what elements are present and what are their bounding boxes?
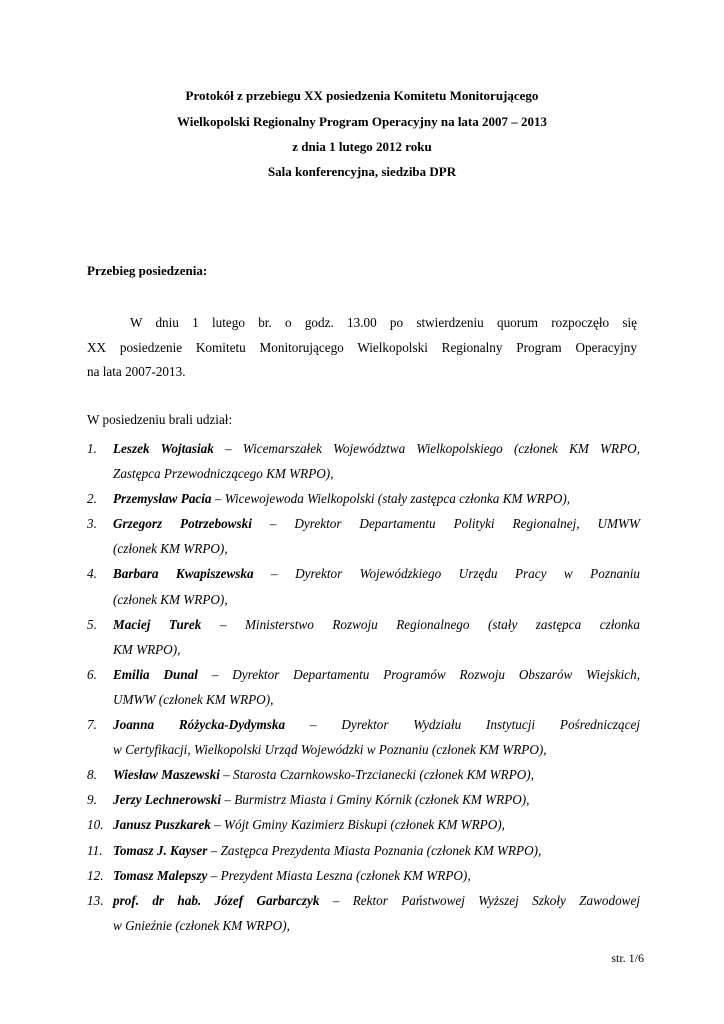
item-number: 4.	[87, 566, 97, 582]
item-number: 3.	[87, 516, 97, 532]
participant-role: – Dyrektor Departamentu Polityki Regionalnej, UMWW	[251, 516, 640, 532]
item-number: 12.	[87, 867, 104, 883]
participant-name: Maciej Turek	[113, 616, 202, 632]
item-line-1	[113, 561, 640, 586]
item-line-1	[113, 787, 640, 812]
paragraph-line-1: W dniu 1 lutego br. o godz. 13.00 po stwierdzeniu quorum rozpoczęło się	[130, 315, 637, 330]
participant-name: Joanna Różycka-Dydymska	[113, 717, 286, 733]
list-item	[87, 561, 640, 611]
participant-name: Tomasz J. Kayser	[113, 842, 208, 858]
item-line-1	[113, 612, 640, 637]
item-line-1	[113, 712, 640, 737]
item-line-1	[113, 436, 640, 461]
list-item	[87, 888, 640, 938]
section-title: Przebieg posiedzenia:	[87, 263, 208, 278]
item-line-1	[113, 486, 640, 511]
list-item	[87, 436, 640, 486]
participant-name: Emilia Dunal	[113, 666, 198, 682]
list-item	[87, 762, 640, 787]
participant-role: – Burmistrz Miasta i Gminy Kórnik (członek KM WRPO),	[221, 792, 530, 808]
title-line-2: Wielkopolski Regionalny Program Operacyjny na lata 2007 – 2013	[176, 114, 548, 129]
paragraph-line-3: na lata 2007-2013.	[87, 364, 186, 380]
participant-role: – Rektor Państwowej Wyższej Szkoły Zawodowej	[319, 892, 640, 908]
participant-name: Tomasz Malepszy	[113, 867, 208, 883]
item-number: 6.	[87, 666, 97, 682]
list-item	[87, 787, 640, 812]
item-line-1	[113, 888, 640, 913]
list-item	[87, 662, 640, 712]
item-line-2: (członek KM WRPO),	[113, 591, 228, 607]
item-line-1	[113, 838, 640, 863]
participant-name: Leszek Wojtasiak	[113, 441, 214, 456]
participant-name: Barbara Kwapiszewska	[113, 566, 254, 582]
opening-paragraph	[87, 311, 637, 385]
list-item	[87, 863, 640, 888]
item-number: 8.	[87, 767, 97, 783]
list-item	[87, 838, 640, 863]
participant-role: – Dyrektor Departamentu Programów Rozwoju Obszarów Wiejskich,	[197, 666, 640, 682]
item-number: 7.	[87, 717, 97, 733]
participant-role: – Prezydent Miasta Leszna (członek KM WRPO),	[207, 867, 471, 883]
page-number: str. 1/6	[611, 951, 644, 965]
participant-name: Wiesław Maszewski	[113, 767, 220, 783]
item-number: 13.	[87, 892, 104, 908]
participants-intro: W posiedzeniu brali udział:	[87, 412, 233, 427]
item-line-2: Zastępca Przewodniczącego KM WRPO),	[113, 466, 334, 482]
item-line-1	[113, 762, 640, 787]
item-line-1	[113, 511, 640, 536]
list-item	[87, 612, 640, 662]
participant-name: Janusz Puszkarek	[113, 817, 211, 833]
participant-name: Jerzy Lechnerowski	[113, 792, 222, 808]
participant-role: – Wójt Gminy Kazimierz Biskupi (członek KM WRPO),	[210, 817, 505, 833]
participant-role: – Ministerstwo Rozwoju Regionalnego (stały zastępca członka	[201, 616, 640, 632]
item-number: 5.	[87, 616, 97, 632]
list-item	[87, 712, 640, 762]
item-line-2: UMWW (członek KM WRPO),	[113, 691, 274, 707]
participant-name: Grzegorz Potrzebowski	[113, 516, 252, 532]
participant-name: Przemysław Pacia	[113, 491, 212, 507]
list-item	[87, 486, 640, 511]
list-item	[87, 511, 640, 561]
participant-name: prof. dr hab. Józef Garbarczyk	[113, 892, 320, 908]
participant-role: – Wicemarszałek Województwa Wielkopolskiego (członek KM WRPO,	[213, 441, 640, 456]
participant-role: – Wicewojewoda Wielkopolski (stały zastępca członka KM WRPO),	[211, 491, 571, 507]
participants-list	[87, 436, 640, 938]
item-number: 1.	[87, 441, 97, 456]
item-number: 11.	[87, 842, 103, 858]
item-line-1	[113, 812, 640, 837]
participant-role: – Zastępca Prezydenta Miasta Poznania (członek KM WRPO),	[207, 842, 542, 858]
title-line-4: Sala konferencyjna, siedziba DPR	[267, 164, 457, 179]
item-line-1	[113, 863, 640, 888]
title-line-3: z dnia 1 lutego 2012 roku	[292, 139, 432, 154]
participant-role: – Dyrektor Wydziału Instytucji Pośredniczącej	[285, 717, 640, 733]
item-line-2: w Gnieźnie (członek KM WRPO),	[113, 917, 290, 933]
item-number: 9.	[87, 792, 97, 808]
item-line-2: w Certyfikacji, Wielkopolski Urząd Wojewódzki w Poznaniu (członek KM WRPO),	[113, 742, 547, 758]
list-item	[87, 812, 640, 837]
item-number: 2.	[87, 491, 97, 507]
paragraph-line-2: XX posiedzenie Komitetu Monitorującego Wielkopolski Regionalny Program Operacyjny	[87, 339, 637, 355]
title-line-1: Protokół z przebiegu XX posiedzenia Komitetu Monitorującego	[185, 88, 539, 103]
item-line-2: (członek KM WRPO),	[113, 541, 228, 557]
item-line-1	[113, 662, 640, 687]
item-number: 10.	[87, 817, 104, 833]
participant-role: – Dyrektor Wojewódzkiego Urzędu Pracy w Poznaniu	[253, 566, 640, 582]
item-line-2: KM WRPO),	[113, 641, 181, 657]
participant-role: – Starosta Czarnkowsko-Trzcianecki (członek KM WRPO),	[219, 767, 534, 783]
